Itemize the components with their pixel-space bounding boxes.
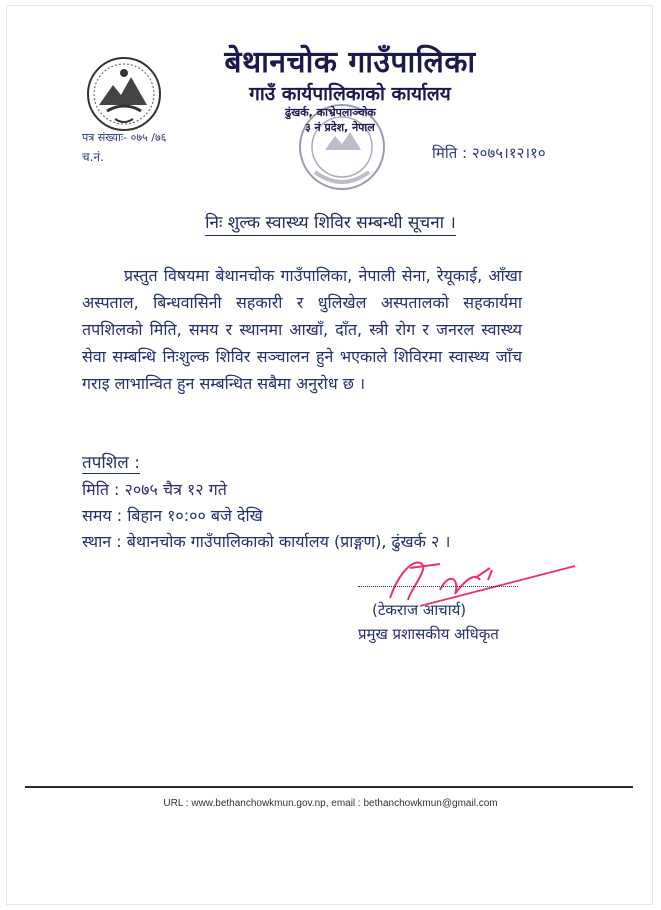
- footer-divider: [25, 786, 633, 788]
- address-line-1: ढुंखर्क, काभ्रेपलाञ्चोक: [285, 106, 376, 119]
- footer-contact: URL : www.bethanchowkmun.gov.np, email : bethanchowkmun@gmail.com: [163, 798, 498, 809]
- signatory-name: (टेकराज आचार्य): [372, 601, 467, 619]
- detail-date: मिति : २०७५ चैत्र १२ गते: [82, 480, 227, 499]
- nepal-emblem-icon: [85, 55, 163, 133]
- reference-number: पत्र संख्याः- ०७५ /७६: [82, 131, 167, 144]
- notice-subject: [0, 210, 661, 233]
- address-line-2: ३ नं प्रदेश, नेपाल: [305, 121, 375, 134]
- notice-body: प्रस्तुत विषयमा बेथानचोक गाउँपालिका, नेपाली सेना, रेयूकाई, आँखा अस्पताल, बिन्धवासिनी सहकारी र धुलिखेल अस्पतालको सहकार्यमा तपशिलको मिति, समय र स्थानमा आखाँ, दाँत, स्त्री रोग र जनरल स्वास्थ्य सेवा सम्बन्धि निःशुल्क शिविर सञ्चालन हुने भएकाले शिविरमा स्वास्थ्य जाँच गराइ लाभान्वित हुन सम्बन्धित सबैमा अनुरोध छ ।: [82, 266, 522, 393]
- details-heading: [82, 450, 140, 473]
- detail-place: स्थान : बेथानचोक गाउँपालिकाको कार्यालय (प्राङ्गण), ढुंखर्क २ ।: [82, 532, 451, 551]
- letter-date: मिति : २०७५।१२।१०: [432, 144, 546, 162]
- detail-time: समय : बिहान १०:०० बजे देखि: [82, 506, 263, 525]
- signatory-title: प्रमुख प्रशासकीय अधिकृत: [358, 625, 499, 643]
- details-heading-text: तपशिल :: [82, 453, 140, 473]
- org-name: बेथानचोक गाउँपालिका: [224, 45, 476, 80]
- office-name: गाउँ कार्यपालिकाको कार्यालय: [249, 83, 451, 105]
- dispatch-number: च.नं.: [82, 150, 104, 164]
- notice-subject-text: निः शुल्क स्वास्थ्य शिविर सम्बन्धी सूचना ।: [205, 213, 456, 236]
- signature-line: [358, 586, 518, 587]
